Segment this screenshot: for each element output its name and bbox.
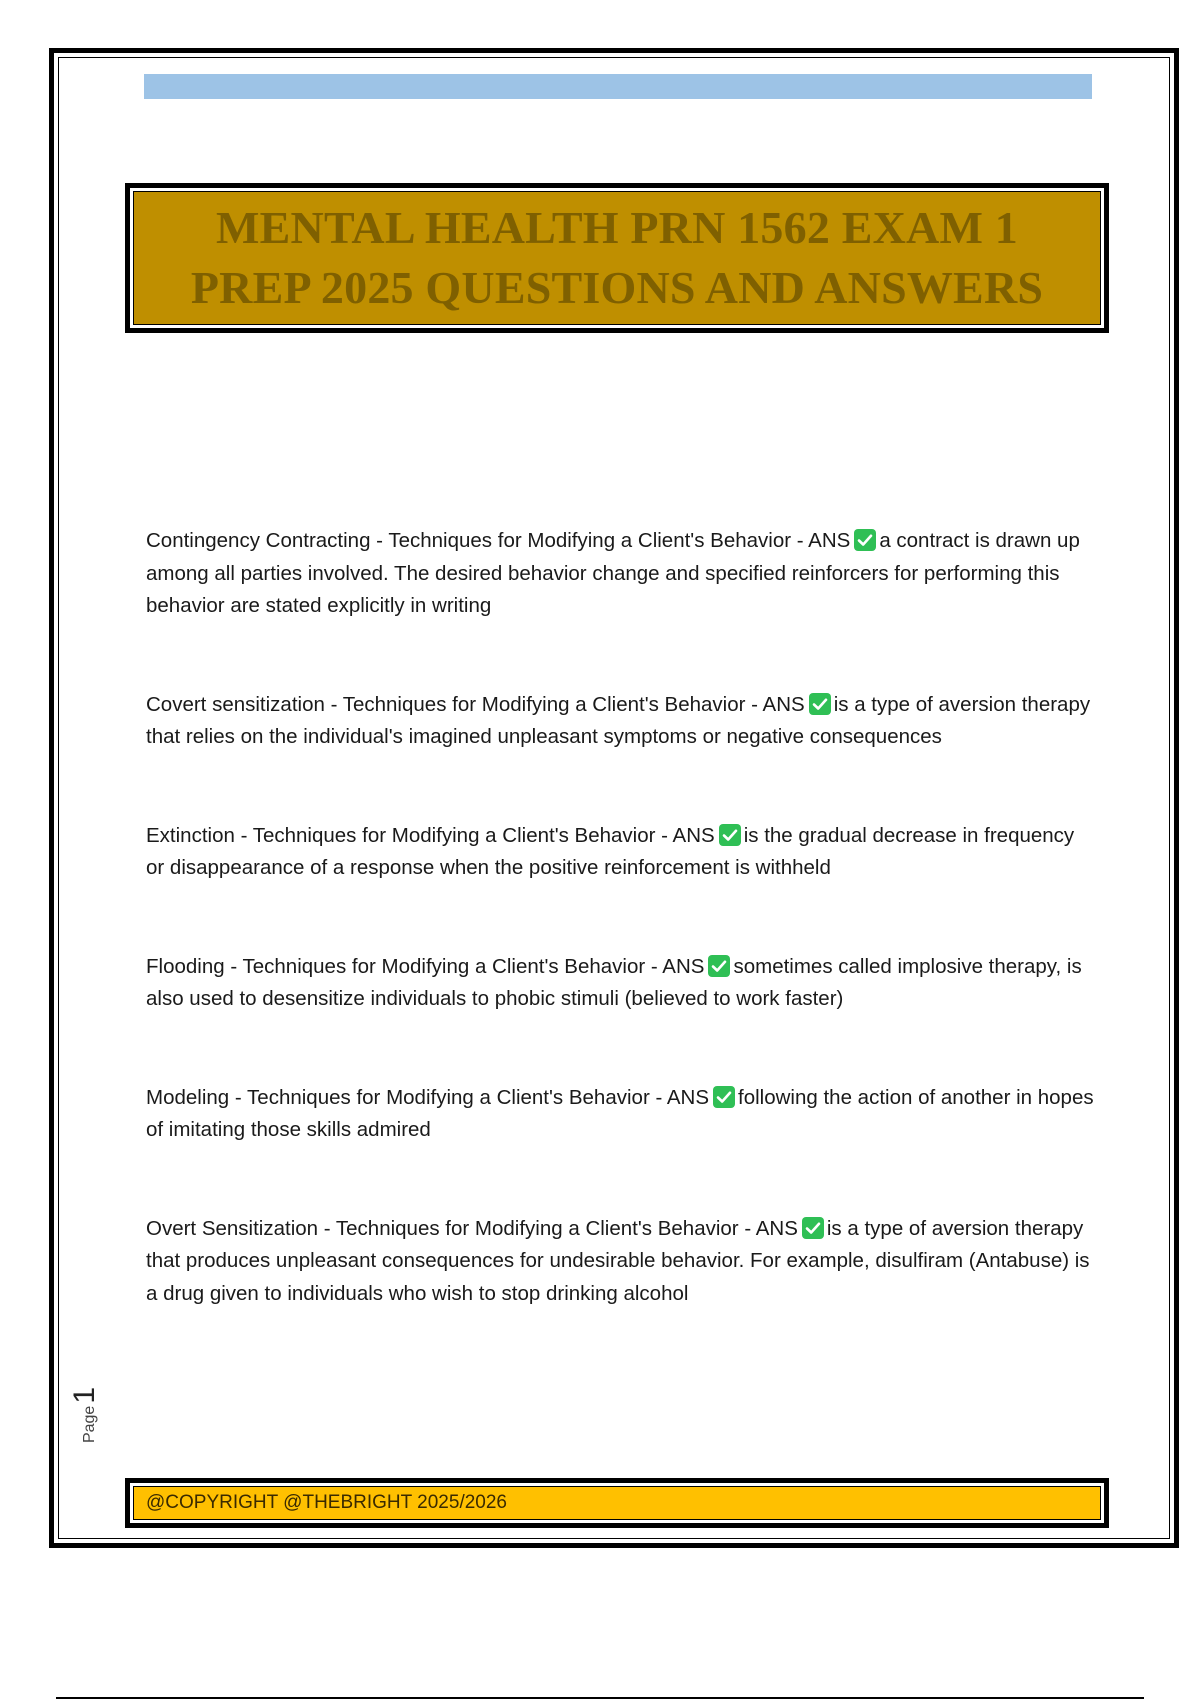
qa-item (146, 1082, 1096, 1147)
title-banner (125, 183, 1109, 333)
copyright-text: @COPYRIGHT @THEBRIGHT 2025/2026 (146, 1492, 507, 1513)
header-color-bar (144, 74, 1092, 99)
title-line-1: MENTAL HEALTH PRN 1562 EXAM 1 (216, 202, 1018, 253)
check-mark-icon (854, 529, 876, 551)
title-banner-fill (133, 191, 1101, 325)
qa-answer: is the gradual decrease in frequency or disappearance of a response when the positive reinforcement is withheld (146, 823, 1075, 879)
check-mark-icon (802, 1217, 824, 1239)
qa-answer: following the action of another in hopes of imitating those skills admired (146, 1085, 1094, 1141)
qa-answer: sometimes called implosive therapy, is also used to desensitize individuals to phobic stimuli (believed to work faster) (146, 954, 1082, 1010)
footer-banner-fill (133, 1486, 1101, 1520)
qa-answer: is a type of aversion therapy that relies on the individual's imagined unpleasant symptoms or negative consequences (146, 692, 1091, 748)
title-line-2: PREP 2025 QUESTIONS AND ANSWERS (190, 262, 1044, 313)
check-mark-icon (809, 693, 831, 715)
qa-term: Overt Sensitization - Techniques for Modifying a Client's Behavior - ANS (146, 1216, 798, 1240)
qa-list (146, 525, 1096, 1376)
qa-term: Contingency Contracting - Techniques for Modifying a Client's Behavior - ANS (146, 529, 851, 552)
page-number: 1 (68, 1386, 101, 1404)
footer-banner (125, 1478, 1109, 1528)
qa-term: Flooding - Techniques for Modifying a Client's Behavior - ANS (146, 954, 705, 978)
check-mark-icon (713, 1086, 735, 1108)
qa-answer: is a type of aversion therapy that produces unpleasant consequences for undesirable behavior. For example, disulfiram (Antabuse) is a drug given to individuals who wish to stop drinking alcohol (146, 1216, 1090, 1305)
check-mark-icon (708, 955, 730, 977)
check-mark-icon (719, 824, 741, 846)
qa-item (146, 1213, 1096, 1311)
qa-item (146, 689, 1096, 754)
bottom-divider (56, 1697, 1144, 1699)
page-number-label (70, 1380, 100, 1450)
qa-item (146, 951, 1096, 1016)
qa-answer: a contract is drawn up among all parties involved. The desired behavior change and specified reinforcers for performing this behavior are stated explicitly in writing (146, 529, 1080, 617)
qa-term: Extinction - Techniques for Modifying a Client's Behavior - ANS (146, 823, 715, 847)
page-word: Page (81, 1405, 98, 1444)
qa-item (146, 820, 1096, 885)
qa-term: Modeling - Techniques for Modifying a Client's Behavior - ANS (146, 1085, 710, 1109)
qa-term: Covert sensitization - Techniques for Modifying a Client's Behavior - ANS (146, 692, 805, 716)
qa-item (146, 525, 1096, 623)
